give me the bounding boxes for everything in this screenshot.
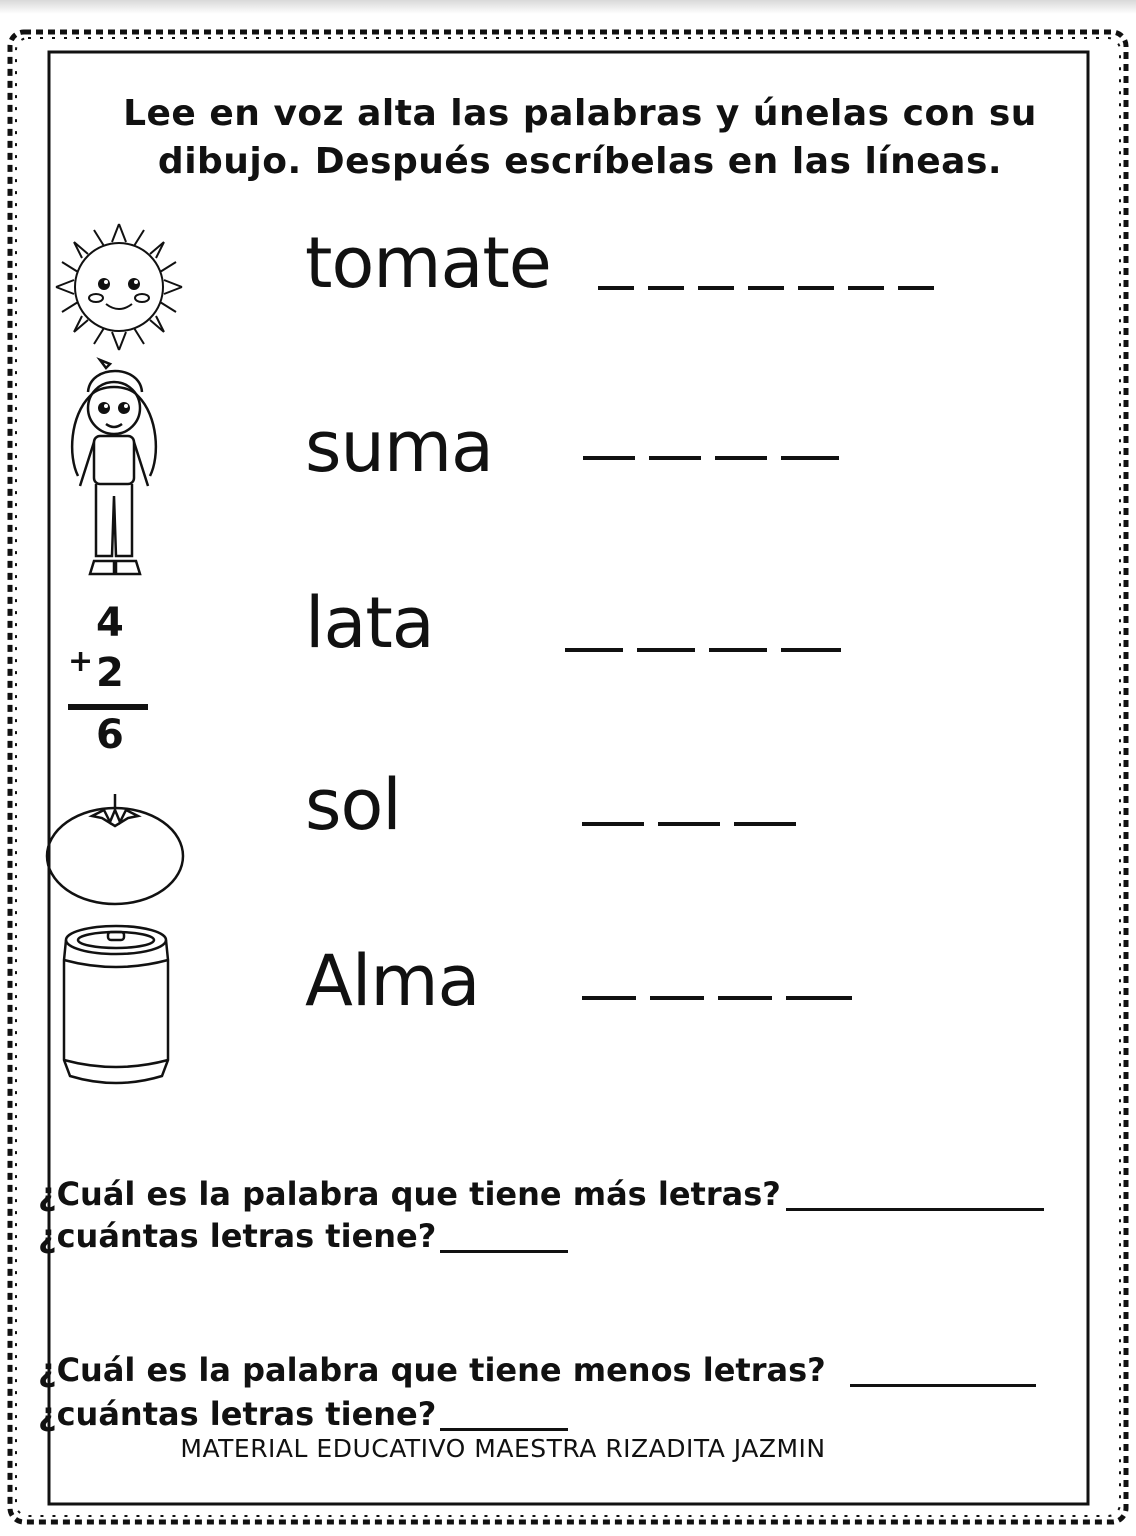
- word-suma: suma: [305, 406, 493, 488]
- word-tomate: tomate: [305, 222, 551, 304]
- question-fewest-letters: ¿Cuál es la palabra que tiene menos letras?: [38, 1351, 826, 1389]
- answer-line-1: [598, 286, 934, 290]
- can-icon: [56, 920, 176, 1088]
- answer-line-count-most: [440, 1250, 568, 1253]
- addition-rule: [68, 704, 148, 710]
- question-count-fewest: ¿cuántas letras tiene?: [38, 1395, 437, 1433]
- instructions-line-1: Lee en voz alta las palabras y únelas con su: [123, 93, 1037, 134]
- question-most-letters: ¿Cuál es la palabra que tiene más letras?: [38, 1175, 781, 1213]
- addition-top-number: 4: [96, 600, 124, 646]
- girl-icon: [60, 356, 168, 596]
- addition-operator: +: [68, 644, 94, 679]
- instructions-line-2: dibujo. Después escríbelas en las líneas.: [157, 141, 1003, 182]
- sun-icon: [44, 212, 194, 362]
- addition-result: 6: [96, 712, 124, 758]
- addition-bottom-number: 2: [96, 650, 124, 696]
- tomato-icon: [44, 788, 186, 908]
- answer-line-3: [565, 648, 841, 652]
- answer-line-4: [582, 822, 796, 826]
- answer-line-most-letters: [786, 1208, 1044, 1211]
- footer-credit: MATERIAL EDUCATIVO MAESTRA RIZADITA JAZMIN: [180, 1434, 826, 1463]
- word-alma: Alma: [305, 940, 480, 1022]
- instructions: [90, 90, 1070, 186]
- answer-line-fewest-letters: [850, 1384, 1036, 1387]
- answer-line-2: [583, 456, 839, 460]
- word-sol: sol: [305, 764, 401, 846]
- answer-line-count-fewest: [440, 1428, 568, 1431]
- answer-line-5: [582, 996, 852, 1000]
- inner-frame: [49, 52, 1088, 1504]
- question-count-most: ¿cuántas letras tiene?: [38, 1217, 437, 1255]
- addition-icon: [62, 600, 152, 780]
- word-lata: lata: [305, 582, 434, 664]
